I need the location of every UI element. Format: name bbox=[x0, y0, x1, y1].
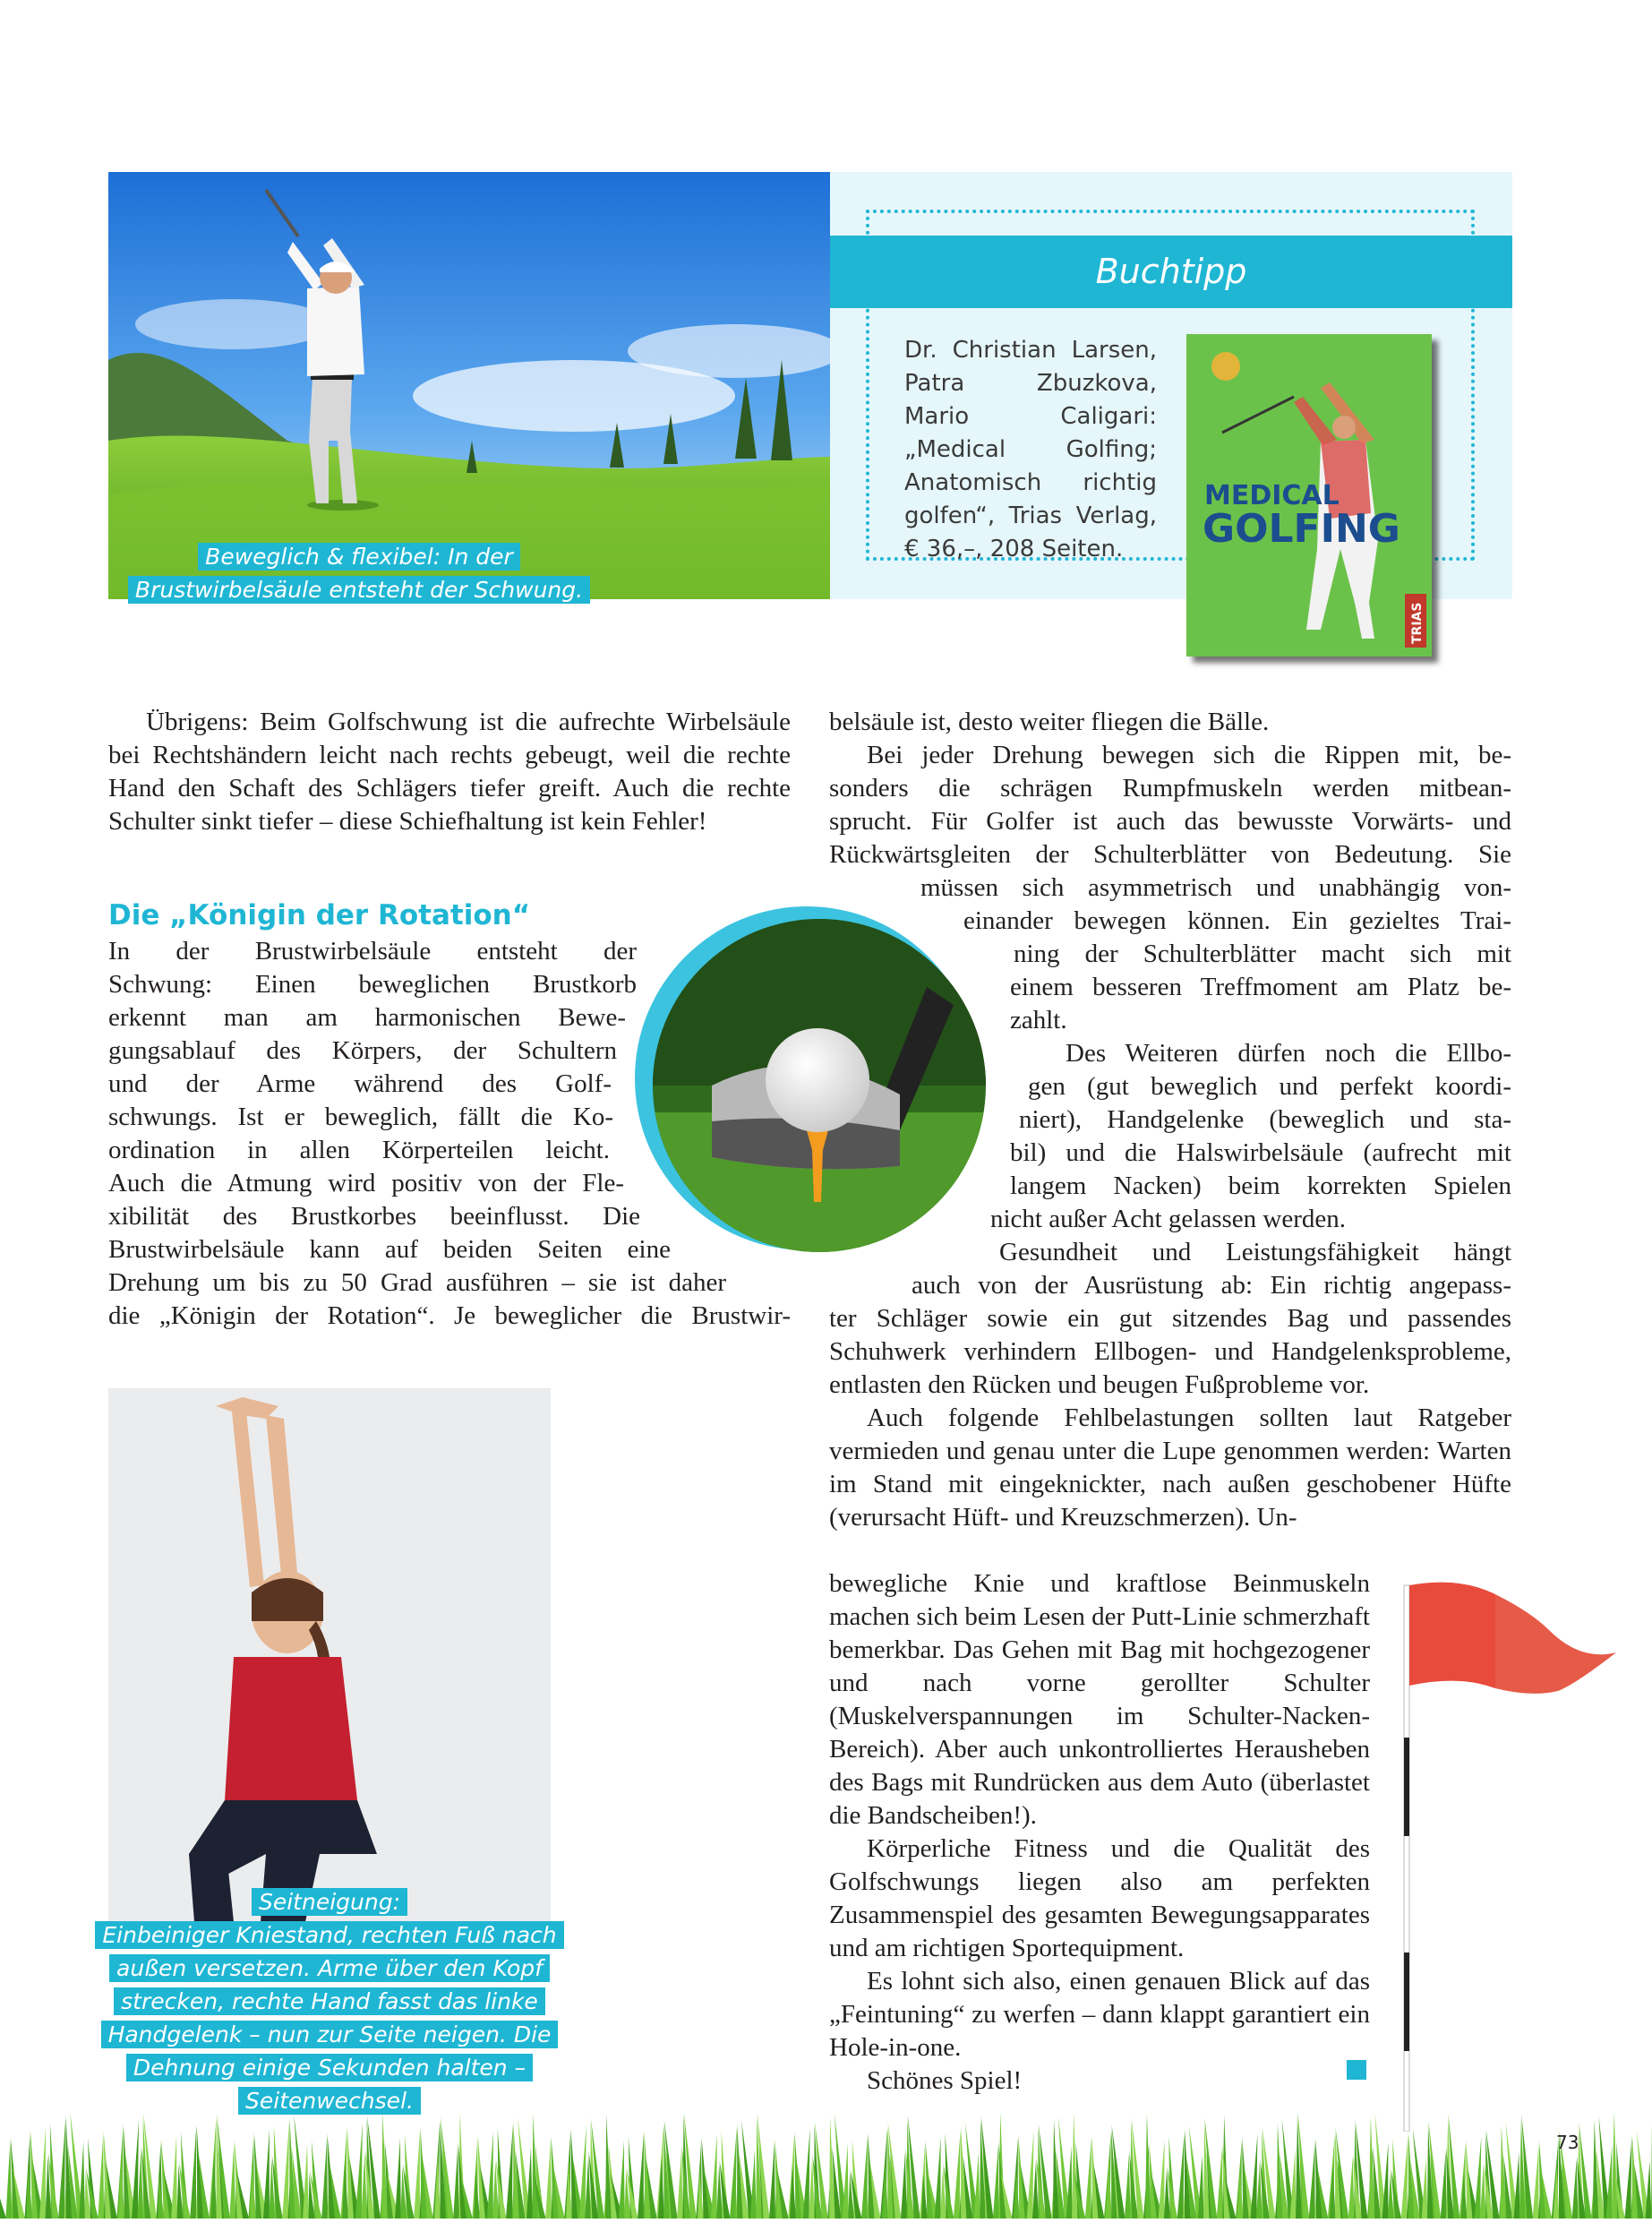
feintuning-paragraph: Es lohnt sich also, einen genauen Blick auf das „Feintuning“ zu werfen – dann klappt garantiert ein Hole-in-one. bbox=[829, 1967, 1370, 2062]
text-line: die „Königin der Rotation“. Je beweglicher die Brustwir- bbox=[108, 1301, 791, 1330]
book-cover bbox=[1186, 334, 1432, 657]
text-line: schwungs. Ist er beweglich, fällt die Ko- bbox=[108, 1103, 613, 1131]
text-line: Brustwirbelsäule kann auf beiden Seiten eine bbox=[108, 1235, 671, 1264]
text-line: zahlt. bbox=[1010, 1006, 1067, 1034]
caption-line: Handgelenk – nun zur Seite neigen. Die bbox=[101, 2021, 559, 2048]
book-cover-publisher: TRIAS bbox=[1410, 602, 1425, 644]
grass-border bbox=[0, 2109, 1652, 2219]
page-number: 73 bbox=[1556, 2132, 1579, 2153]
section-heading: Die „Königin der Rotation“ bbox=[108, 899, 531, 931]
text-line: In der Brustwirbelsäule entsteht der bbox=[108, 937, 637, 966]
text-line: müssen sich asymmetrisch und unabhängig von- bbox=[920, 873, 1511, 902]
closing-line: Schönes Spiel! bbox=[867, 2066, 1023, 2095]
text-line: Rückwärtsgleiten der Schulterblätter von Bedeutung. Sie bbox=[829, 840, 1511, 869]
stretching-photo-caption bbox=[94, 1885, 565, 2117]
stretching-woman-photo bbox=[108, 1388, 551, 1922]
text-line: sonders die schrägen Rumpfmuskeln werden mitbean- bbox=[829, 774, 1511, 803]
text-line: belsäule ist, desto weiter fliegen die Bälle. bbox=[829, 708, 1270, 736]
right-column-paragraphs bbox=[829, 1302, 1511, 1534]
text-line: Gesundheit und Leistungsfähigkeit hängt bbox=[999, 1238, 1511, 1266]
caption-line: strecken, rechte Hand fasst das linke bbox=[114, 1987, 545, 2015]
golf-flag-icon bbox=[1397, 1576, 1621, 2132]
caption-line: Einbeiniger Kniestand, rechten Fuß nach bbox=[95, 1921, 563, 1949]
article-end-marker bbox=[1347, 2060, 1366, 2080]
right-column-wrapped-lines bbox=[829, 706, 1511, 1302]
text-line: Bei jeder Drehung bewegen sich die Rippen mit, be- bbox=[867, 741, 1511, 769]
right-column-narrow-paragraphs bbox=[829, 1567, 1370, 2098]
text-line: gungsablauf des Körpers, der Schultern bbox=[108, 1036, 617, 1065]
fehlbelastung-continued: bewegliche Knie und kraftlose Beinmuskeln machen sich beim Lesen der Putt-Linie schmerzhaft bemerkbar. Das Gehen mit Bag mit hochgezogener und nach vorne gerollter Schulter (Muskelverspannungen im Schulter-Nacken-Bereich). Aber auch unkontrolliertes Herausheben des Bags mit Rundrücken aus dem Auto (überlastet die Bandscheiben!). bbox=[829, 1569, 1370, 1830]
text-line: gen (gut beweglich und perfekt koordi- bbox=[1028, 1072, 1511, 1101]
text-line: bil) und die Halswirbelsäule (aufrecht mit bbox=[1010, 1138, 1511, 1167]
book-cover-title: MEDICAL bbox=[1204, 480, 1340, 511]
fitness-paragraph: Körperliche Fitness und die Qualität des Golfschwungs liegen also am perfekten Zusammenspiel des gesamten Bewegungsapparates und am richtigen Sportequipment. bbox=[829, 1834, 1370, 1962]
text-line: nicht außer Acht gelassen werden. bbox=[990, 1205, 1346, 1233]
text-line: Auch die Atmung wird positiv von der Fle- bbox=[108, 1169, 624, 1197]
text-line: ordination in allen Körperteilen leicht. bbox=[108, 1136, 610, 1164]
caption-line: Seitneigung: bbox=[252, 1888, 407, 1916]
text-line: niert), Handgelenke (beweglich und sta- bbox=[1019, 1105, 1511, 1134]
text-line: Schwung: Einen beweglichen Brustkorb bbox=[108, 970, 637, 999]
intro-paragraph: Übrigens: Beim Golfschwung ist die aufrechte Wirbelsäule bei Rechtshändern leicht nach rechts gebeugt, weil die rechte Hand den Schaft des Schlägers tiefer greift. Auch die rechte Schulter sinkt tiefer – diese Schiefhaltung ist kein Fehler! bbox=[108, 708, 791, 836]
caption-line: Brustwirbelsäule entsteht der Schwung. bbox=[128, 576, 590, 604]
book-tip-heading: Buchtipp bbox=[1095, 252, 1247, 291]
text-line: sprucht. Für Golfer ist auch das bewusste Vorwärts- und bbox=[829, 807, 1511, 836]
caption-line: Beweglich & flexibel: In der bbox=[198, 543, 520, 571]
caption-line: Seitenwechsel. bbox=[238, 2087, 421, 2115]
fehlbelastung-paragraph: Auch folgende Fehlbelastungen sollten laut Ratgeber vermieden und genau unter die Lupe genommen werden: Warten im Stand mit eingeknickter, nach außen geschobener Hüfte (verursacht Hüft- und Kreuzschmerzen). Un- bbox=[829, 1403, 1511, 1532]
text-line: Drehung um bis zu 50 Grad ausführen – sie ist daher bbox=[108, 1268, 726, 1297]
caption-line: Dehnung einige Sekunden halten – bbox=[126, 2054, 533, 2081]
text-line: auch von der Ausrüstung ab: Ein richtig angepass- bbox=[912, 1271, 1511, 1300]
book-tip-text: Dr. Christian Larsen, Patra Zbuzkova, Mario Caligari: „Medical Golfing; Anatomisch richtig golfen“, Trias Verlag, € 36,–, 208 Seiten. bbox=[904, 337, 1157, 562]
golfer-photo bbox=[108, 172, 830, 599]
equipment-paragraph: ter Schläger sowie ein gut sitzendes Bag und passendes Schuhwerk verhindern Ellbogen- und Handgelenksprobleme, entlasten den Rücken und beugen Fußprobleme vor. bbox=[829, 1304, 1511, 1399]
text-line: Des Weiteren dürfen noch die Ellbo- bbox=[1066, 1039, 1511, 1068]
text-line: ning der Schulterblätter macht sich mit bbox=[1014, 940, 1511, 968]
caption-line: außen versetzen. Arme über den Kopf bbox=[109, 1954, 550, 1982]
text-line: einem besseren Treffmoment am Platz be- bbox=[1010, 973, 1511, 1001]
text-line: erkennt man am harmonischen Bewe- bbox=[108, 1003, 626, 1032]
golfer-photo-caption bbox=[108, 540, 610, 606]
text-line: und der Arme während des Golf- bbox=[108, 1069, 612, 1098]
book-cover-title: GOLFING bbox=[1203, 506, 1400, 552]
text-line: langem Nacken) beim korrekten Spielen bbox=[1010, 1172, 1511, 1200]
text-line: einander bewegen können. Ein gezieltes Trai- bbox=[963, 906, 1511, 935]
text-line: xibilität des Brustkorbes beeinflusst. Die bbox=[108, 1202, 640, 1231]
